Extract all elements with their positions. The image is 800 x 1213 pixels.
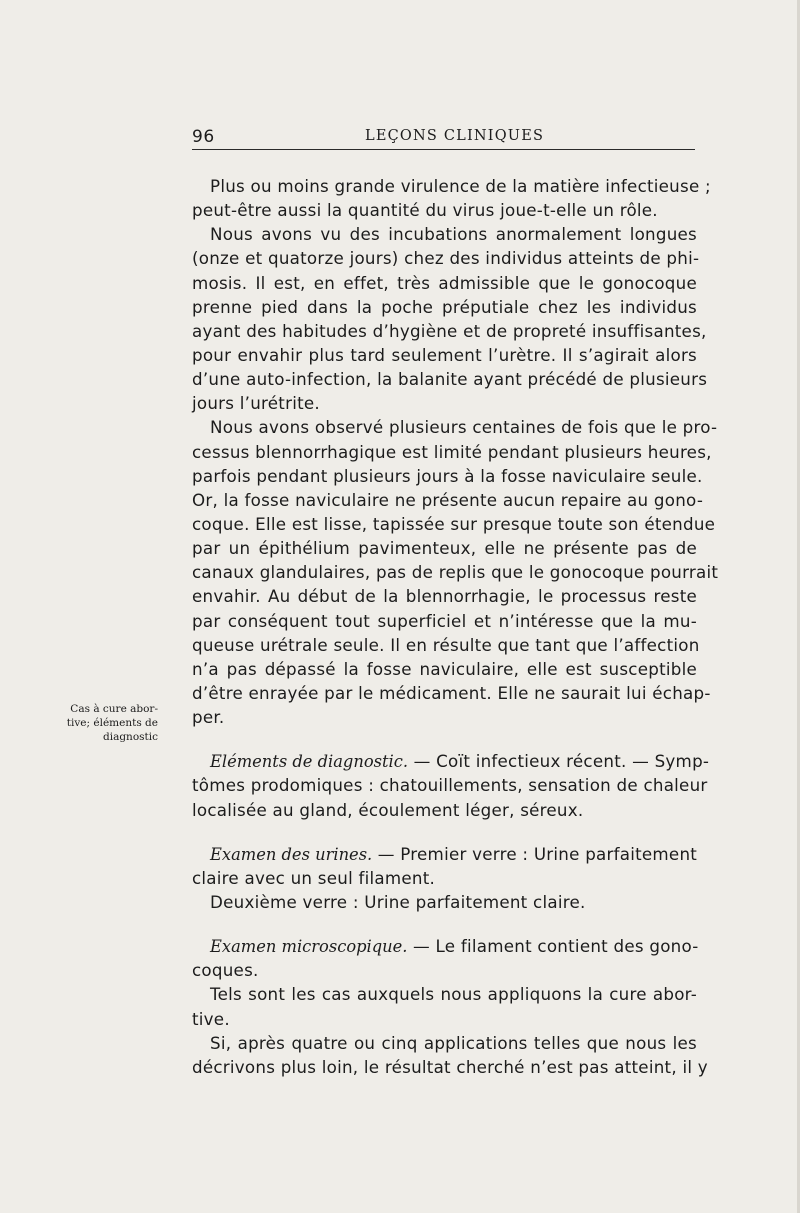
text-line: mosis. Il est, en effet, très admissible que le gonocoque — [192, 272, 697, 293]
text-line: Nous avons observé plusieurs centaines de fois que le pro- — [210, 417, 718, 438]
micro-heading: Examen microscopique. — [210, 937, 408, 957]
text-line: n’a pas dépassé la fosse naviculaire, elle est susceptible — [192, 658, 697, 679]
running-title: LEÇONS CLINIQUES — [365, 128, 545, 144]
text-line: jours l’urétrite. — [192, 393, 320, 414]
text-line: par un épithélium pavimenteux, elle ne présente pas de — [192, 538, 697, 559]
text-line: per. — [192, 707, 225, 728]
text-line: Tels sont les cas auxquels nous appliquons la cure abor- — [210, 984, 697, 1005]
text-line: Nous avons vu des incubations anormalement longues — [210, 224, 697, 245]
margin-note-line: diagnostic — [103, 731, 158, 743]
text-line: décrivons plus loin, le résultat cherché n’est pas atteint, il y — [192, 1056, 708, 1077]
margin-note — [50, 702, 158, 744]
text-line: coque. Elle est lisse, tapissée sur presque toute son étendue — [192, 513, 716, 534]
text-line: ayant des habitudes d’hygiène et de propreté insuffisantes, — [192, 320, 707, 341]
text-line: (onze et quatorze jours) chez des individus atteints de phi- — [192, 248, 700, 269]
text-line — [192, 842, 697, 866]
text-line: tômes prodomiques : chatouillements, sensation de chaleur — [192, 775, 708, 796]
urines-line-rest: — Premier verre : Urine parfaitement — [372, 843, 698, 864]
text-line: peut-être aussi la quantité du virus joue-t-elle un rôle. — [192, 200, 658, 221]
text-line: envahir. Au début de la blennorrhagie, le processus reste — [192, 586, 697, 607]
text-line: parfois pendant plusieurs jours à la fosse naviculaire seule. — [192, 465, 703, 486]
text-line: d’une auto-infection, la balanite ayant précédé de plusieurs — [192, 369, 708, 390]
text-line: par conséquent tout superficiel et n’intéresse que la mu- — [192, 610, 697, 631]
urines-heading: Examen des urines. — [210, 844, 373, 864]
text-line: claire avec un seul filament. — [192, 867, 436, 888]
elements-heading: Eléments de diagnostic. — [210, 752, 409, 772]
text-line: cessus blennorrhagique est limité pendant plusieurs heures, — [192, 441, 712, 462]
section-gap — [192, 729, 697, 749]
margin-note-line: tive; éléments de — [66, 717, 158, 729]
text-line: d’être enrayée par le médicament. Elle ne saurait lui échap- — [192, 682, 711, 703]
page-number: 96 — [192, 127, 215, 147]
body-text — [192, 174, 719, 1079]
text-line: queuse urétrale seule. Il en résulte que tant que l’affection — [192, 634, 700, 655]
text-line: canaux glandulaires, pas de replis que le gonocoque pourrait — [192, 562, 719, 583]
text-line: Deuxième verre : Urine parfaitement claire. — [210, 891, 586, 912]
header-rule — [192, 149, 695, 150]
micro-line-rest: — Le filament contient des gono- — [407, 936, 699, 957]
text-line: Si, après quatre ou cinq applications telles que nous les — [210, 1032, 697, 1053]
page-header — [192, 127, 695, 147]
text-line: pour envahir plus tard seulement l’urètre. Il s’agirait alors — [192, 344, 697, 365]
text-line — [192, 749, 710, 773]
text-line: Plus ou moins grande virulence de la matière infectieuse ; — [210, 176, 711, 196]
section-gap — [192, 914, 697, 934]
text-line: Or, la fosse naviculaire ne présente aucun repaire au gono- — [192, 489, 704, 510]
section-gap — [192, 822, 697, 842]
text-line: tive. — [192, 1008, 230, 1029]
text-line: prenne pied dans la poche préputiale chez les individus — [192, 296, 697, 317]
elements-line-rest: — Coït infectieux récent. — Symp- — [408, 751, 710, 772]
text-line: coques. — [192, 960, 259, 981]
text-line — [192, 934, 697, 958]
margin-note-line: Cas à cure abor- — [70, 703, 158, 715]
text-line: localisée au gland, écoulement léger, séreux. — [192, 799, 584, 820]
